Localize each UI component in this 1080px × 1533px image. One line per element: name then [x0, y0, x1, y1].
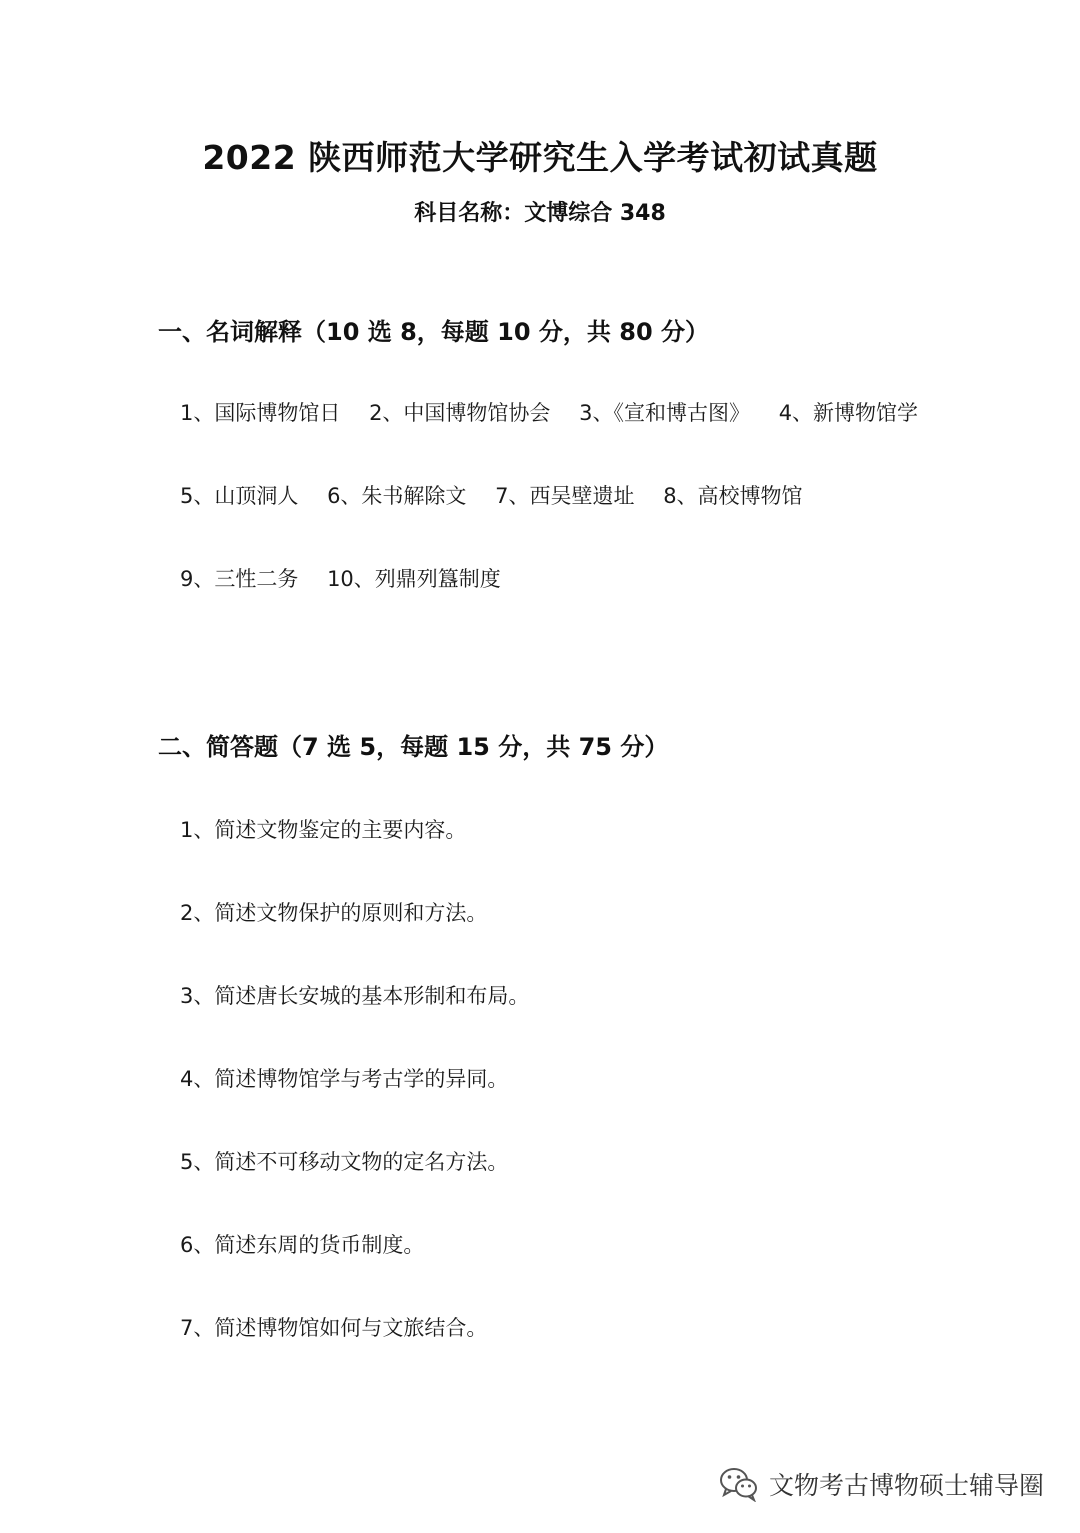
- question-item: 4、简述博物馆学与考古学的异同。: [180, 1067, 509, 1091]
- question-item: 5、简述不可移动文物的定名方法。: [180, 1150, 509, 1174]
- question-item: 2、简述文物保护的原则和方法。: [180, 901, 488, 925]
- term-item: 10、列鼎列簋制度: [327, 567, 501, 591]
- term-item: 6、朱书解除文: [327, 484, 467, 508]
- watermark-text: 文物考古博物硕士辅导圈: [768, 1471, 1044, 1500]
- page-title: 2022 陕西师范大学研究生入学考试初试真题: [202, 138, 878, 177]
- watermark: [719, 1466, 1044, 1502]
- question-item: 6、简述东周的货币制度。: [180, 1233, 425, 1257]
- question-item: 7、简述博物馆如何与文旅结合。: [180, 1316, 488, 1340]
- term-item: 8、高校博物馆: [663, 484, 803, 508]
- term-row: [180, 397, 940, 427]
- term-item: 9、三性二务: [180, 567, 299, 591]
- wechat-icon: [719, 1466, 759, 1502]
- term-item: 7、西吴壁遗址: [495, 484, 635, 508]
- section-1-heading: 一、名词解释（10 选 8，每题 10 分，共 80 分）: [158, 318, 710, 346]
- term-item: 5、山顶洞人: [180, 484, 299, 508]
- question-item: 1、简述文物鉴定的主要内容。: [180, 818, 467, 842]
- subject-name: 科目名称：文博综合 348: [414, 201, 666, 226]
- term-item: 3、《宣和博古图》: [579, 401, 750, 425]
- term-item: 2、中国博物馆协会: [369, 401, 551, 425]
- term-item: 1、国际博物馆日: [180, 401, 341, 425]
- term-row: [180, 563, 523, 593]
- question-item: 3、简述唐长安城的基本形制和布局。: [180, 984, 530, 1008]
- term-item: 4、新博物馆学: [778, 401, 919, 425]
- term-row: [180, 480, 825, 510]
- section-2-heading: 二、简答题（7 选 5，每题 15 分，共 75 分）: [158, 733, 669, 761]
